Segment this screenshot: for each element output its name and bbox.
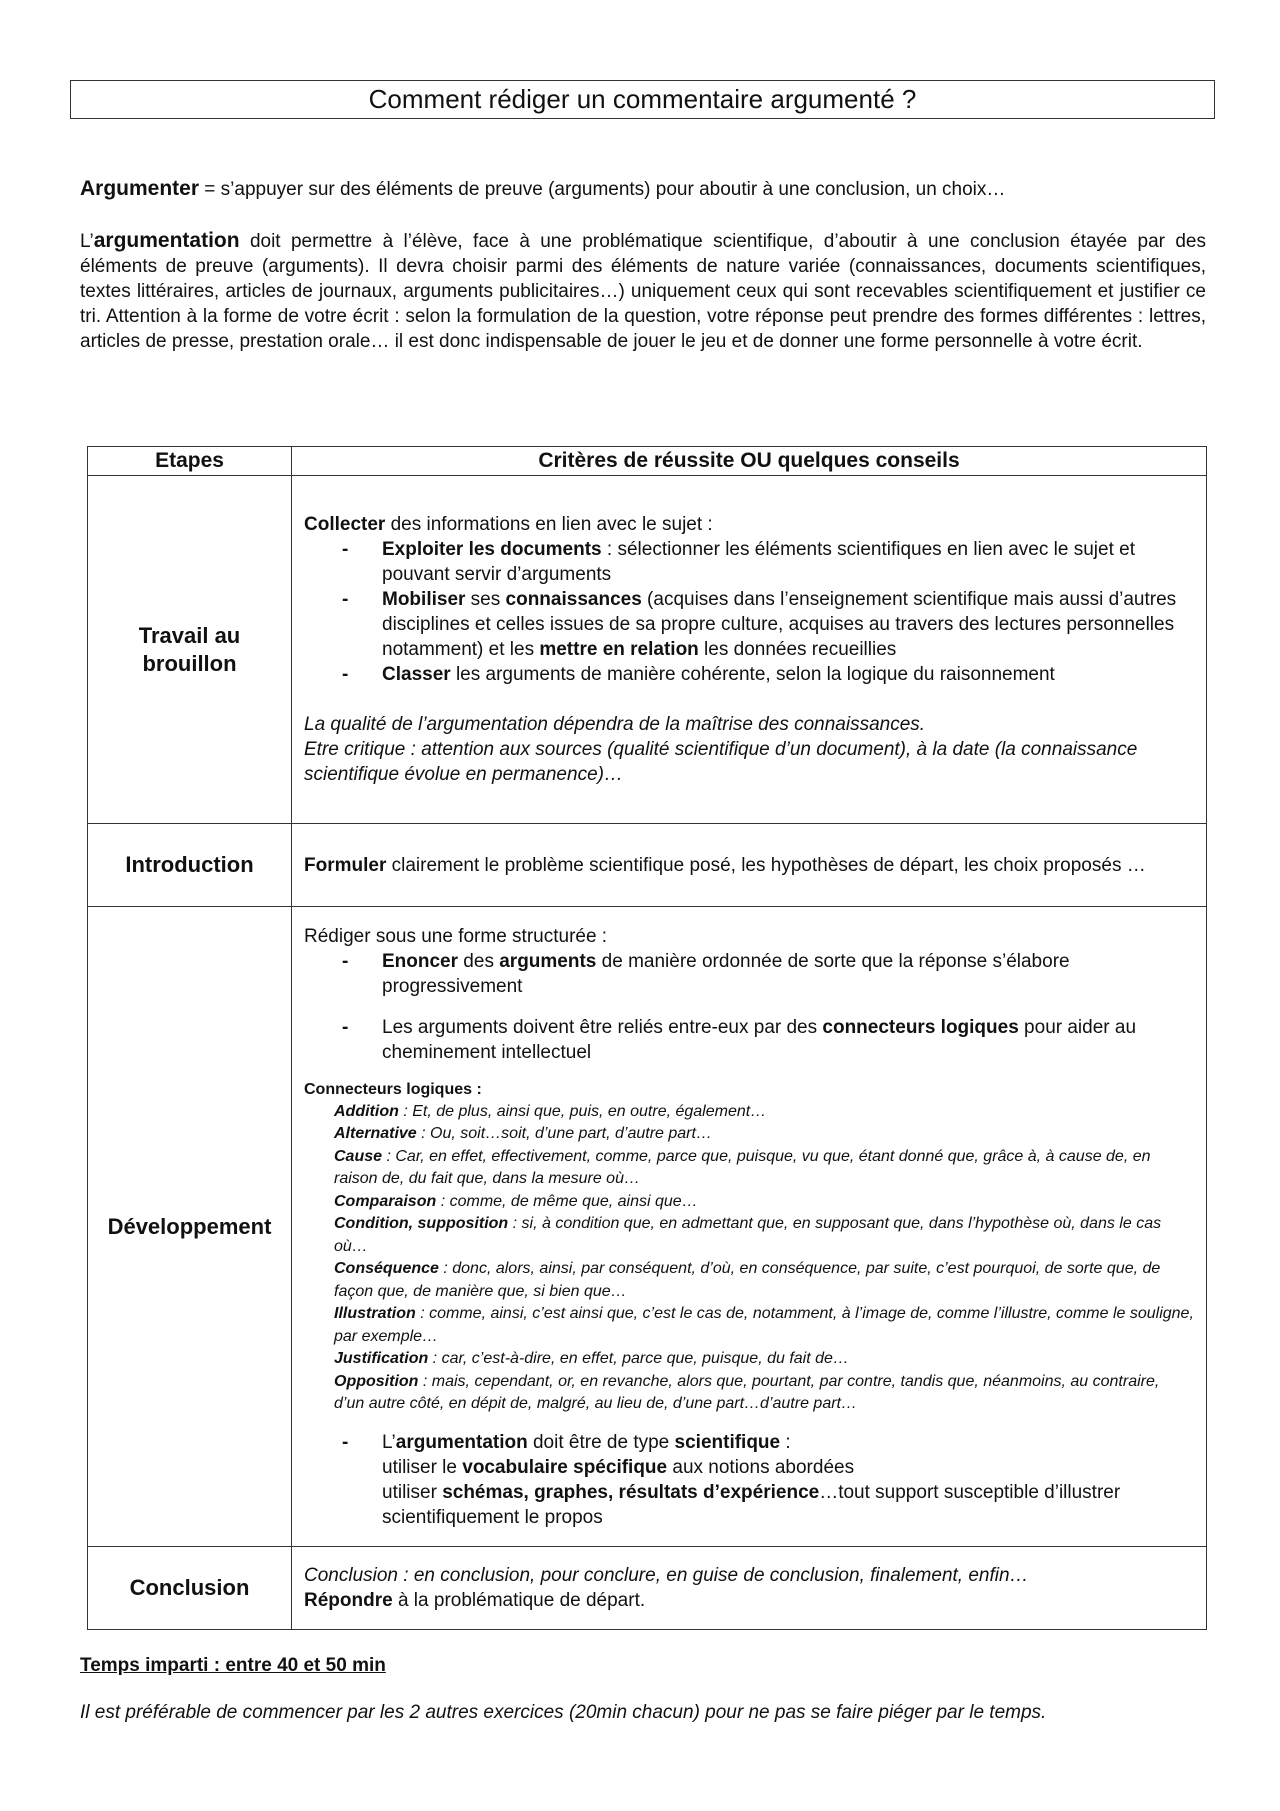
- connector-item: [304, 1101, 1194, 1124]
- brouillon-lead: [304, 512, 1194, 537]
- steps-table: [87, 446, 1207, 1630]
- connector-text: : mais, cependant, or, en revanche, alors que, pourtant, par contre, tandis que, néanmoins, au contraire, d’un autre côté, en dépit de, malgré, au lieu de, d’une part…d’autre part…: [334, 1372, 1160, 1412]
- bullet-bold: Mobiliser: [382, 589, 466, 610]
- spacer: [304, 687, 1194, 712]
- step-developpement: Développement: [88, 907, 292, 1547]
- connector-label: Comparaison: [334, 1192, 437, 1210]
- bullet-bold: connaissances: [505, 589, 642, 610]
- content-conclusion: [292, 1547, 1207, 1630]
- bullet-text: : sélectionner les éléments scientifiques en lien avec le sujet et pouvant servir d’arguments: [382, 539, 1135, 585]
- bullet-text: aux notions abordées: [667, 1456, 855, 1478]
- connector-item: [304, 1258, 1194, 1303]
- bullet-bold: scientifique: [674, 1431, 781, 1453]
- page-title: [70, 80, 1215, 119]
- connector-label: Illustration: [334, 1305, 416, 1322]
- connector-label: Cause: [334, 1147, 383, 1165]
- step-introduction: Introduction: [88, 824, 292, 907]
- brouillon-note-2: Etre critique : attention aux sources (qualité scientifique d’un document), à la date (la connaissance scientifique évolue en permanence)…: [304, 739, 1138, 785]
- bullet-text: L’: [382, 1431, 396, 1453]
- connector-label: Addition: [334, 1102, 399, 1120]
- conclusion-answer: [304, 1588, 1194, 1613]
- bullet-text: :: [780, 1431, 791, 1453]
- table-row-developpement: [88, 907, 1207, 1547]
- bullet-line: [382, 1455, 1194, 1480]
- lead-text: des informations en lien avec le sujet :: [385, 514, 713, 535]
- bullet-line: [382, 1430, 1194, 1455]
- connectors-title: Connecteurs logiques :: [304, 1080, 482, 1098]
- intro-paragraph: [80, 228, 1206, 354]
- content-developpement: [292, 907, 1207, 1547]
- list-item: [304, 949, 1194, 999]
- advice-note: Il est préférable de commencer par les 2 autres exercices (20min chacun) pour ne pas se faire piéger par le temps.: [80, 1702, 1047, 1723]
- bullet-bold: arguments: [499, 950, 597, 972]
- table-header-row: [88, 447, 1207, 476]
- connector-item: [304, 1146, 1194, 1191]
- connector-text: : Car, en effet, effectivement, comme, parce que, puisque, vu que, étant donné que, grâce à, à cause de, en raison de, du fait que, dans la mesure où…: [334, 1147, 1151, 1187]
- intro-bold: Formuler: [304, 854, 387, 876]
- connector-label: Opposition: [334, 1372, 419, 1390]
- bullet-text: les données recueillies: [698, 639, 897, 660]
- intro-prefix: L’: [80, 231, 94, 252]
- connector-label: Justification: [334, 1350, 429, 1367]
- step-brouillon: [88, 476, 292, 824]
- intro-text: doit permettre à l’élève, face à une problématique scientifique, d’aboutir à une conclusion étayée par des éléments de preuve (arguments). Il devra choisir parmi des éléments de nature variée (connaissances, documents scientifiques, textes littéraires, articles de journaux, arguments publicitaires…) uniquement ceux qui sont recevables scientifiquement et justifier ce tri. Attention à la forme de votre écrit : selon la formulation de la question, votre réponse peut prendre des formes différentes : lettres, articles de presse, prestation orale… il est donc indispensable de jouer le jeu et de donner une forme personnelle à votre écrit.: [80, 231, 1206, 352]
- conclusion-text: à la problématique de départ.: [392, 1590, 646, 1611]
- connector-text: : comme, de même que, ainsi que…: [436, 1192, 698, 1210]
- bullet-text: utiliser le: [382, 1456, 463, 1478]
- conclusion-bold: Répondre: [304, 1590, 393, 1611]
- connector-item: [304, 1303, 1194, 1348]
- connector-item: [304, 1348, 1194, 1371]
- conclusion-connectors: Conclusion : en conclusion, pour conclure, en guise de conclusion, finalement, enfin…: [304, 1565, 1029, 1586]
- bullet-bold: Enoncer: [382, 950, 459, 972]
- bullet-text: …tout support susceptible d’illustrer scientifiquement le propos: [382, 1481, 1121, 1528]
- connectors-list: [304, 1101, 1194, 1416]
- header-etapes: Etapes: [88, 447, 292, 476]
- bullet-text: de manière ordonnée de sorte que la réponse s’élabore progressivement: [382, 950, 1070, 997]
- content-brouillon: [292, 476, 1207, 824]
- table-row-brouillon: [88, 476, 1207, 824]
- content-introduction: [292, 824, 1207, 907]
- list-item: [304, 1430, 1194, 1530]
- dev-bullets-2: [304, 1430, 1194, 1530]
- dev-bullets: [304, 949, 1194, 1065]
- brouillon-note-1: La qualité de l’argumentation dépendra de la maîtrise des connaissances.: [304, 714, 926, 735]
- table-row-conclusion: [88, 1547, 1207, 1630]
- list-item: [304, 662, 1194, 687]
- page-title-text: Comment rédiger un commentaire argumenté ?: [368, 84, 917, 114]
- definition-text: = s’appuyer sur des éléments de preuve (arguments) pour aboutir à une conclusion, un choix…: [199, 179, 1006, 200]
- bullet-text: utiliser: [382, 1481, 443, 1503]
- definition-term: Argumenter: [80, 177, 200, 200]
- connector-item: [304, 1213, 1194, 1258]
- connector-text: : comme, ainsi, c’est ainsi que, c’est le cas de, notamment, à l’image de, comme l’illustre, comme le souligne, par exemple…: [334, 1305, 1194, 1345]
- bullet-bold: schémas, graphes, résultats d’expérience: [442, 1481, 820, 1503]
- bullet-bold: argumentation: [395, 1431, 528, 1453]
- bullet-text: Les arguments doivent être reliés entre-eux par des: [382, 1016, 823, 1038]
- connector-text: : si, à condition que, en admettant que, en supposant que, dans l’hypothèse où, dans le cas où…: [334, 1215, 1162, 1255]
- intro-text: clairement le problème scientifique posé, les hypothèses de départ, les choix proposés …: [386, 854, 1146, 876]
- connector-label: Condition, supposition: [334, 1215, 509, 1232]
- bullet-line: [382, 1480, 1194, 1530]
- connector-text: : car, c’est-à-dire, en effet, parce que, puisque, du fait de…: [428, 1350, 849, 1367]
- step-label: Travail au brouillon: [138, 622, 241, 676]
- bullet-text: des: [458, 950, 500, 972]
- bullet-text: les arguments de manière cohérente, selon la logique du raisonnement: [450, 664, 1055, 685]
- connector-label: Alternative: [334, 1125, 417, 1142]
- bullet-text: pour aider au cheminement intellectuel: [382, 1016, 1137, 1063]
- bullet-text: doit être de type: [527, 1431, 675, 1453]
- bullet-text: (acquises dans l’enseignement scientifique mais aussi d’autres disciplines et celles issues de sa propre culture, acquises au travers des lectures personnelles notamment) et les: [382, 589, 1177, 660]
- bullet-bold: connecteurs logiques: [822, 1016, 1019, 1038]
- connector-item: [304, 1123, 1194, 1146]
- connector-label: Conséquence: [334, 1260, 439, 1277]
- brouillon-bullets: [304, 537, 1194, 687]
- step-conclusion: Conclusion: [88, 1547, 292, 1630]
- time-allotted: Temps imparti : entre 40 et 50 min: [80, 1655, 386, 1676]
- bullet-bold: vocabulaire spécifique: [462, 1456, 668, 1478]
- table-row-introduction: [88, 824, 1207, 907]
- bullet-bold: mettre en relation: [539, 639, 699, 660]
- connector-item: [304, 1191, 1194, 1214]
- connector-text: : Ou, soit…soit, d’une part, d’autre part…: [416, 1125, 712, 1142]
- bullet-text: ses: [465, 589, 506, 610]
- connector-text: : donc, alors, ainsi, par conséquent, d’où, en conséquence, par suite, c’est pourquoi, de sorte que, de façon que, de manière que, si bien que…: [334, 1260, 1161, 1300]
- bullet-bold: Classer: [382, 664, 451, 685]
- list-item: [304, 1015, 1194, 1065]
- list-item: [304, 537, 1194, 587]
- header-criteres: Critères de réussite OU quelques conseils: [292, 447, 1207, 476]
- dev-lead: Rédiger sous une forme structurée :: [304, 925, 608, 947]
- lead-bold: Collecter: [304, 514, 386, 535]
- list-item: [304, 587, 1194, 662]
- definition-paragraph: [80, 177, 1210, 202]
- connector-text: : Et, de plus, ainsi que, puis, en outre, également…: [398, 1102, 767, 1120]
- bullet-bold: Exploiter les documents: [382, 539, 602, 560]
- intro-term: argumentation: [93, 229, 240, 252]
- connector-item: [304, 1371, 1194, 1416]
